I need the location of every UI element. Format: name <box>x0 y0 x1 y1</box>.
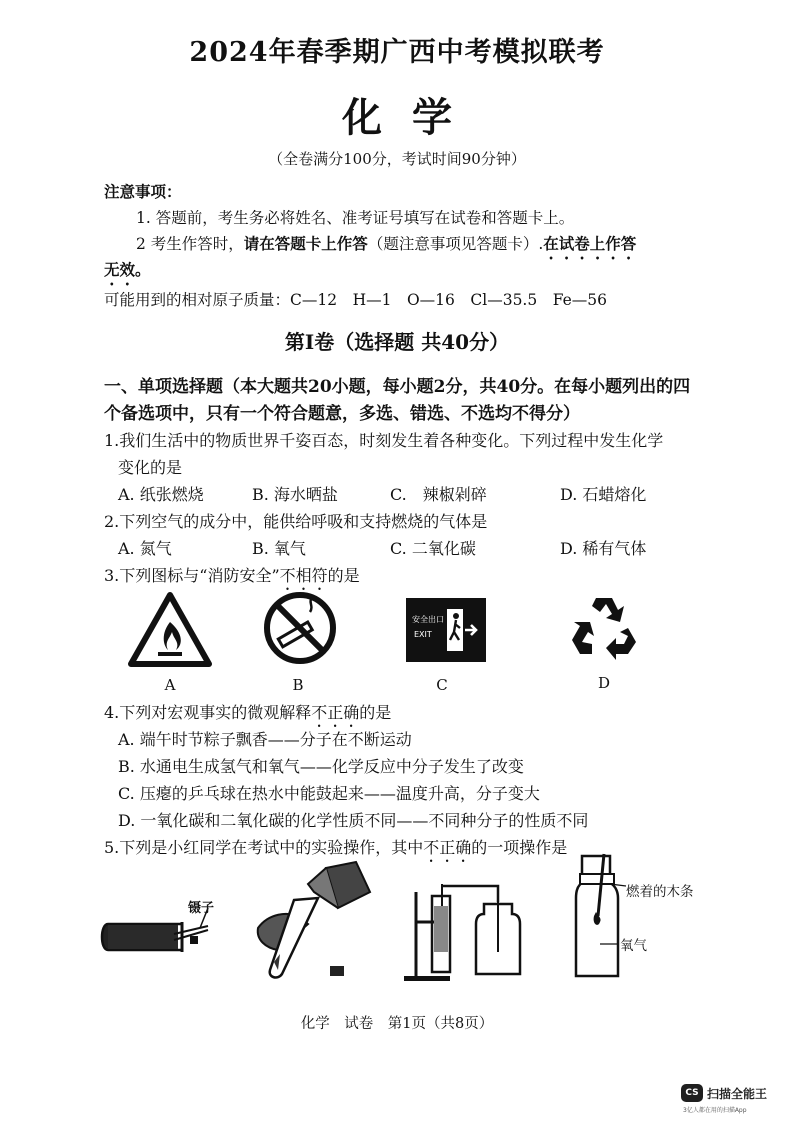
q4-option-c: C. 压瘪的乒乓球在热水中能鼓起来——温度升高，分子变大 <box>118 784 540 803</box>
q3-label-d: D <box>597 674 611 692</box>
notes-item-2-b: 请在答题卡上作答 <box>243 234 368 253</box>
exam-info: （全卷满分100分，考试时间90分钟） <box>268 150 526 168</box>
notes-item-2 <box>136 232 636 263</box>
tweezers-label: 镊子 <box>188 901 215 916</box>
q2-option-d: D. 稀有气体 <box>560 539 647 558</box>
q3-stem-a: 3.下列图标与“消防安全” <box>104 566 280 585</box>
notes-item-1: 1. 答题前，考生务必将姓名、准考证号填写在试卷和答题卡上。 <box>136 209 575 227</box>
q2-option-c: C. 二氧化碳 <box>390 539 476 558</box>
scanner-watermark <box>681 1082 786 1118</box>
q4-stem-b: 不正确 <box>311 703 360 722</box>
q3-stem-b: 不相符 <box>279 566 328 585</box>
notes-item-2-a: 2 考生作答时， <box>136 235 244 253</box>
q1-option-d: D. 石蜡熔化 <box>560 485 647 504</box>
burning-stick-label: 燃着的木条 <box>626 884 694 900</box>
notes-item-2-d: 在试卷上作答 <box>543 234 637 253</box>
q1-stem-line2: 变化的是 <box>118 458 183 477</box>
pouring-liquid-figure <box>238 858 378 982</box>
notes-item-2-end: 无效。 <box>104 260 151 279</box>
page-footer: 化学 试卷 第1页（共8页） <box>300 1016 494 1032</box>
volume-heading: 第Ⅰ卷（选择题 共40分） <box>284 330 510 354</box>
q3-stem-c: 的是 <box>327 566 360 585</box>
q5-stem-b: 不正确 <box>423 838 472 857</box>
scanner-logo-icon: CS <box>681 1084 703 1102</box>
q3-label-a: A <box>164 676 176 694</box>
oxygen-bottle-figure <box>574 852 674 982</box>
q3-label-b: B <box>292 676 304 694</box>
no-smoking-icon <box>262 590 338 666</box>
exit-sign-en: EXIT <box>414 630 432 639</box>
q3-label-c: C <box>436 676 448 694</box>
subject-title: 化学 <box>342 94 482 141</box>
scanner-name: 扫描全能王 <box>707 1087 768 1101</box>
q4-option-d: D. 一氧化碳和二氧化碳的化学性质不同——不同种分子的性质不同 <box>118 811 589 830</box>
notes-item-2-c: （题注意事项见答题卡）. <box>367 235 544 253</box>
exam-title: 2024年春季期广西中考模拟联考 <box>189 37 605 68</box>
flammable-warning-icon <box>128 592 212 668</box>
running-man-icon <box>446 608 480 652</box>
oxygen-label: 氧气 <box>620 938 647 954</box>
section1-line1: 一、单项选择题（本大题共20小题，每小题2分，共40分。在每小题列出的四 <box>104 377 691 397</box>
notes-heading: 注意事项： <box>104 182 182 201</box>
q1-stem-line1: 1.我们生活中的物质世界千姿百态，时刻发生着各种变化。下列过程中发生化学 <box>104 431 664 450</box>
q4-option-b: B. 水通电生成氢气和氧气——化学反应中分子发生了改变 <box>118 757 524 776</box>
q2-option-a: A. 氮气 <box>118 539 172 558</box>
q5-stem-a: 5.下列是小红同学在考试中的实验操作，其中 <box>104 838 424 857</box>
exit-sign-cn: 安全出口 <box>412 615 444 624</box>
q1-option-b: B. 海水晒盐 <box>252 485 338 504</box>
exit-sign <box>406 598 486 662</box>
q4-option-a: A. 端午时节粽子飘香——分子在不断运动 <box>118 730 412 749</box>
q4-stem-a: 4.下列对宏观事实的微观解释 <box>104 703 312 722</box>
atomic-masses: 可能用到的相对原子质量：C—12 H—1 O—16 Cl—35.5 Fe—56 <box>104 291 608 309</box>
q2-stem: 2.下列空气的成分中，能供给呼吸和支持燃烧的气体是 <box>104 512 488 531</box>
q1-option-c: C. 辣椒剁碎 <box>390 485 487 504</box>
q5-stem-c: 的一项操作是 <box>471 838 568 857</box>
q2-option-b: B. 氧气 <box>252 539 306 558</box>
scanner-tagline: 3亿人都在用的扫描App <box>683 1107 747 1114</box>
q1-option-a: A. 纸张燃烧 <box>118 485 204 504</box>
recycling-icon <box>566 592 642 662</box>
q4-stem-c: 的是 <box>359 703 392 722</box>
section1-line2: 个备选项中，只有一个符合题意，多选、错选、不选均不得分） <box>104 404 580 424</box>
gas-apparatus-figure <box>402 882 532 982</box>
